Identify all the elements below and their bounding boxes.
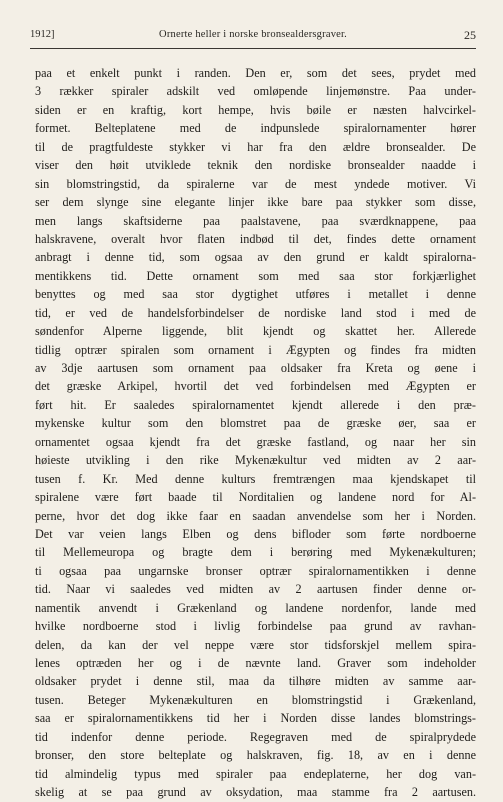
text-line: paa et enkelt punkt i randen. Den er, som det sees, prydet med — [35, 66, 476, 80]
text-line: men langs skaftsiderne paa paalstavene, paa sværdknappene, paa — [35, 213, 476, 228]
text-line: oldsaker prydet i denne stil, maa da tilhøre midten av samme aar- — [35, 674, 476, 689]
text-line: perne, hvor det dog ikke faar en saadan anvendelse som her i Norden. — [35, 508, 476, 523]
text-line: ser dem slynge sine elegante linjer ikke bare paa stykker som disse, — [35, 195, 476, 210]
text-line: bronser, den store belteplate og halskraven, fig. 18, av en i denne — [35, 748, 476, 763]
text-line: Det var veien langs Elben og dens bifloder som førte nordboerne — [35, 526, 476, 541]
text-line: mykenske kultur som den blomstret paa de græske øer, saa er — [35, 416, 476, 431]
text-line: formet. Belteplatene med de indpunslede spiralornamenter hører — [35, 121, 476, 136]
text-line: tusen f. Kr. Med denne kulturs fremtrængen maa kjendskapet til — [35, 471, 476, 486]
text-line: benyttes og med saa stor dygtighet utføres i metallet i denne — [35, 287, 476, 302]
text-line: siden er en kraftig, kort hempe, hvis bøile er næsten halvcirkel- — [35, 102, 476, 117]
text-line: tusen. Beteger Mykenækulturen en blomstringstid i Grækenland, — [35, 692, 476, 707]
text-line: tidlig optrær spiralen som ornament i Ægypten og findes fra midten — [35, 342, 476, 357]
page-number: 25 — [464, 28, 476, 42]
text-line: skelig at se paa grund av oksydation, maa stamme fra 2 aartusen. — [35, 785, 476, 800]
text-line: viser den høit utviklede teknik den nordiske bronsealder naadde i — [35, 158, 476, 173]
text-line: det græske Arkipel, hvortil det ved forbindelsen med Ægypten er — [35, 379, 476, 394]
text-line: tid almindelig typus med spiraler paa endeplaterne, her dog van- — [35, 766, 476, 781]
text-line: av 3dje aartusen som ornament paa oldsaker fra Kreta og øene i — [35, 361, 476, 375]
header-rule — [30, 48, 476, 49]
text-line: halskravene, overalt hvor flaten indbød til det, findes dette ornament — [35, 231, 476, 246]
text-line: til Mellemeuropa og bragte dem i berøring med Mykenækulturen; — [35, 545, 476, 560]
text-line: saa er spiralornamentikkens tid her i Norden disse landes blomstrings- — [35, 711, 476, 726]
running-head — [30, 29, 476, 45]
text-line: ornamentet ogsaa kjendt fra det græske fastland, og naar her sin — [35, 434, 476, 449]
text-line: tid indenfor denne periode. Regegraven med de spiralprydede — [35, 729, 476, 744]
text-line: lenes optræden her og i de nævnte land. Graver som indeholder — [35, 656, 476, 670]
running-head-year: 1912] — [30, 29, 55, 40]
text-line: hvilke nordboerne stod i livlig forbindelse paa grund av ravhan- — [35, 619, 476, 634]
text-line: høieste utvikling i den rike Mykenækultur ved midten av 2 aar- — [35, 453, 476, 468]
text-line: til de pragtfuldeste stykker vi har fra den ældre bronsealder. De — [35, 139, 476, 154]
text-line: spiralene være ført baade til Norditalien og landene nord for Al- — [35, 490, 476, 505]
text-line: namentik anvendt i Grækenland og landene nordenfor, lande med — [35, 600, 476, 615]
text-line: mentikkens tid. Dette ornament som med saa stor forkjærlighet — [35, 268, 476, 283]
text-line: ti ogsaa paa ungarnske bronser optrær spiralornamentikken i denne — [35, 563, 476, 578]
text-line: tid, er ved de handelsforbindelser de nordiske land stod i med de — [35, 305, 476, 320]
body-paragraph — [35, 64, 476, 802]
text-line: anbragt i denne tid, som ogsaa av den grund er kaldt spiralorna- — [35, 250, 476, 265]
running-head-title: Ornerte heller i norske bronsealdersgraver. — [159, 29, 347, 40]
text-line: tid. Naar vi saaledes ved midten av 2 aartusen finder denne or- — [35, 582, 476, 597]
text-line: søndenfor Alperne liggende, blit kjendt og skattet her. Allerede — [35, 324, 476, 339]
text-line: ført hit. Er saaledes spiralornamentet kjendt allerede i den præ- — [35, 397, 476, 412]
text-line: 3 rækker spiraler adskilt ved omløpende linjemønstre. Paa under- — [35, 84, 476, 99]
text-line: delen, da kan der vel neppe være stor tidsforskjel mellem spira- — [35, 637, 476, 652]
text-line: sin blomstringstid, da spiralerne var de mest yndede motiver. Vi — [35, 176, 476, 191]
